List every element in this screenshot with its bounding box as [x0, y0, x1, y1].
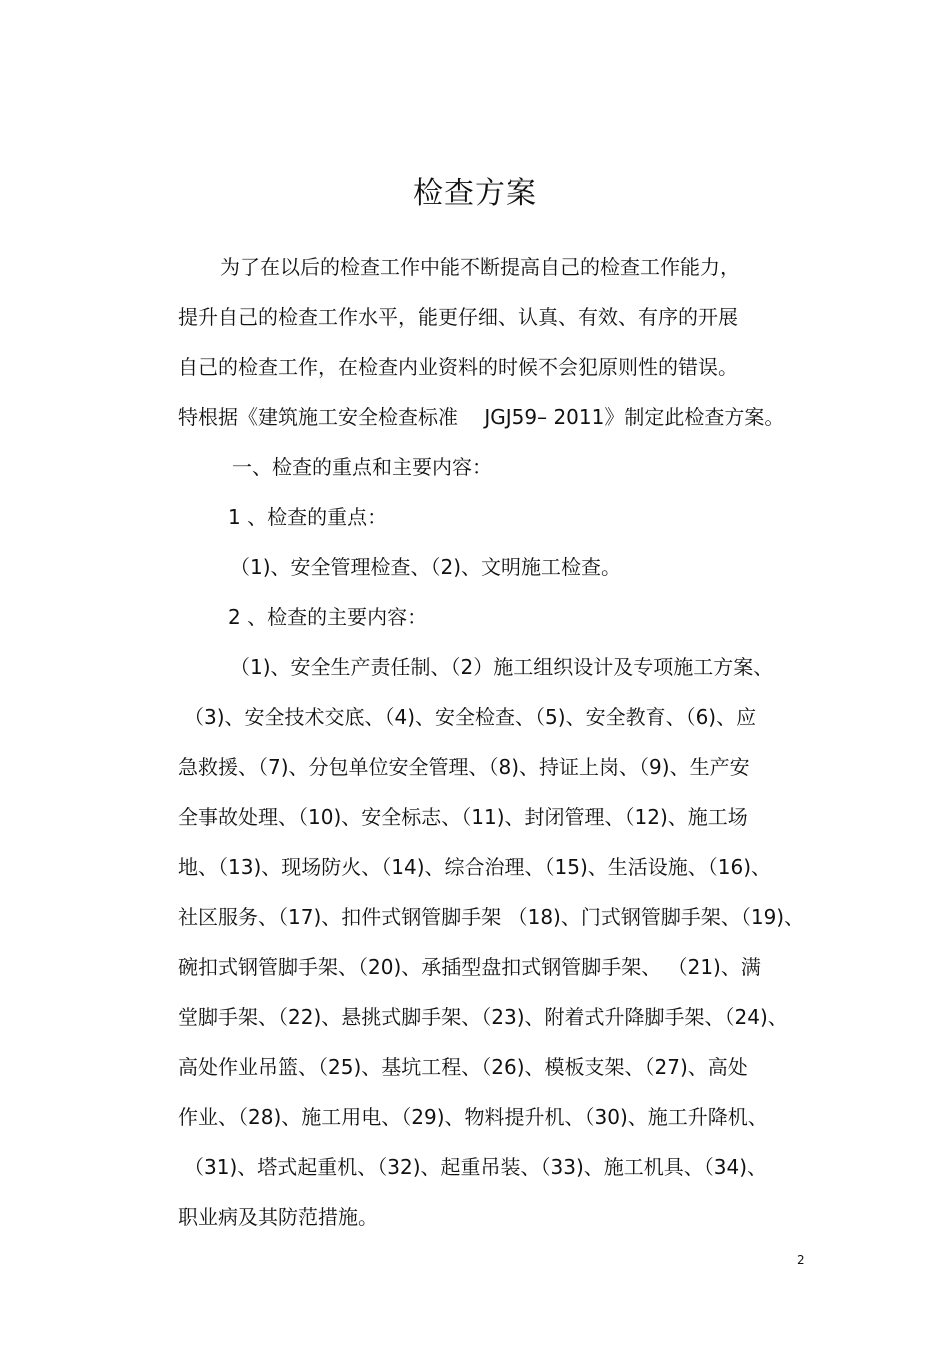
main-content-line-1: （1)、安全生产责任制、（2）施工组织设计及专项施工方案、: [230, 655, 774, 679]
main-content-line-11: （31)、塔式起重机、（32)、起重吊装、（33)、施工机具、（34)、: [184, 1155, 768, 1179]
page-number: 2: [797, 1253, 805, 1267]
main-content-line-12: 职业病及其防范措施。: [178, 1205, 378, 1229]
main-content-line-2: （3)、安全技术交底、（4)、安全检查、（5)、安全教育、（6)、应: [184, 705, 757, 729]
section-heading: 一、检查的重点和主要内容：: [232, 455, 492, 479]
key-points-heading: 1 、检查的重点：: [228, 505, 388, 529]
key-points-items: （1)、安全管理检查、（2)、文明施工检查。: [230, 555, 622, 579]
intro-line-4: 特根据《建筑施工安全检查标准 JGJ59– 2011》制定此检查方案。: [178, 405, 785, 429]
main-content-line-9: 高处作业吊篮、（25)、基坑工程、（26)、模板支架、（27)、高处: [178, 1055, 748, 1079]
page-title: 检查方案: [413, 176, 537, 211]
main-content-line-8: 堂脚手架、（22)、悬挑式脚手架、（23)、附着式升降脚手架、（24)、: [178, 1005, 788, 1029]
main-content-line-5: 地、（13)、现场防火、（14)、综合治理、（15)、生活设施、（16)、: [178, 855, 772, 879]
main-content-line-6: 社区服务、（17)、扣件式钢管脚手架 （18)、门式钢管脚手架、（19)、: [178, 905, 805, 929]
main-content-line-10: 作业、（28)、施工用电、（29)、物料提升机、（30)、施工升降机、: [178, 1105, 768, 1129]
main-content-line-3: 急救援、（7)、分包单位安全管理、（8)、持证上岗、（9)、生产安: [178, 755, 750, 779]
main-content-heading: 2 、检查的主要内容：: [228, 605, 428, 629]
intro-line-2: 提升自己的检查工作水平，能更仔细、认真、有效、有序的开展: [178, 305, 738, 329]
main-content-line-7: 碗扣式钢管脚手架、（20)、承插型盘扣式钢管脚手架、 （21)、满: [178, 955, 761, 979]
intro-line-3: 自己的检查工作，在检查内业资料的时候不会犯原则性的错误。: [178, 355, 738, 379]
main-content-line-4: 全事故处理、（10)、安全标志、（11)、封闭管理、（12)、施工场: [178, 805, 748, 829]
intro-line-1: 为了在以后的检查工作中能不断提高自己的检查工作能力，: [220, 255, 740, 279]
